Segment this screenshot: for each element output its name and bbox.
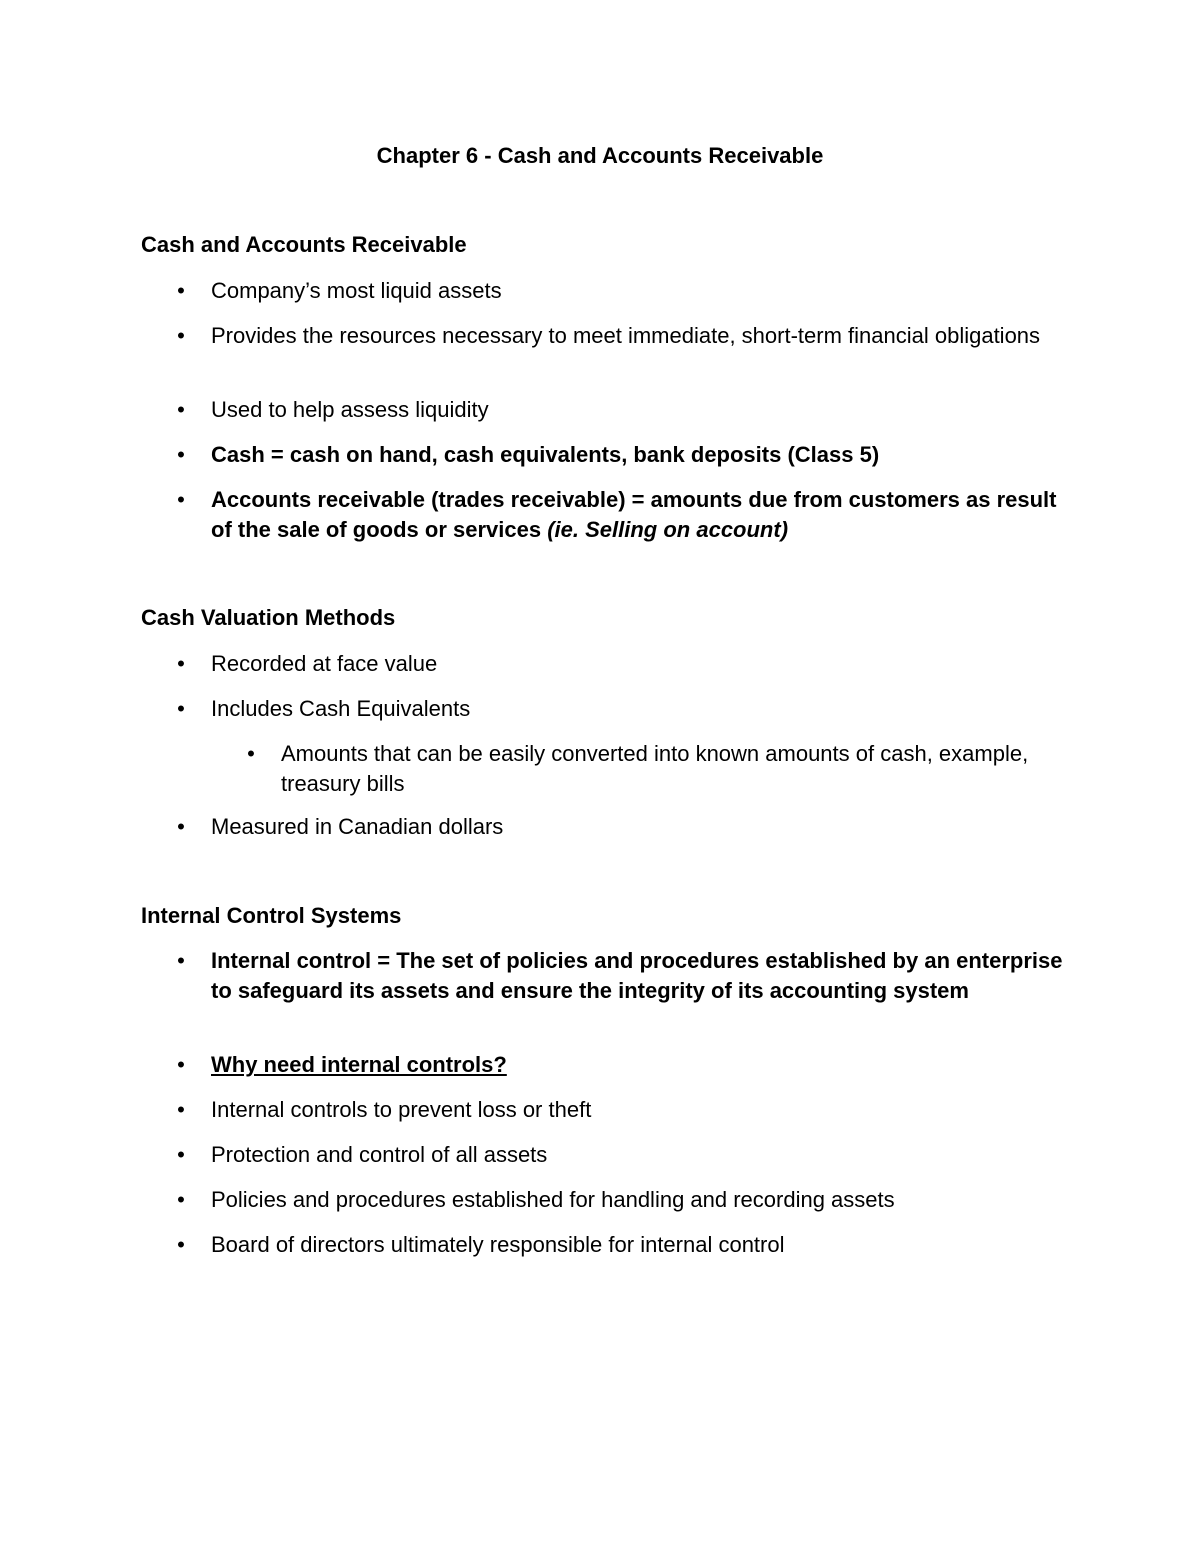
list-item-text: Measured in Canadian dollars: [211, 814, 504, 839]
bullet-icon: •: [177, 278, 185, 303]
sub-list-item: [211, 739, 1081, 799]
bullet-icon: •: [177, 442, 185, 467]
bullet-icon: •: [177, 487, 185, 512]
section-heading-internal-control-systems: Internal Control Systems: [141, 903, 402, 928]
bullet-icon: •: [177, 323, 185, 348]
bullet-icon: •: [177, 1097, 185, 1122]
list-item-text: Amounts that can be easily converted into known amounts of cash, example, treasury bills: [281, 741, 1029, 796]
accounts-receivable-definition-text: [211, 485, 1081, 545]
why-need-controls-label: Why need internal controls?: [211, 1052, 507, 1077]
cash-definition-text: Cash = cash on hand, cash equivalents, bank deposits (Class 5): [211, 442, 880, 467]
why-need-controls-text: [211, 1050, 1081, 1080]
section-heading-cash-valuation-methods: Cash Valuation Methods: [141, 605, 396, 630]
bullet-icon: •: [177, 1232, 185, 1257]
list-item-text: Board of directors ultimately responsible for internal control: [211, 1232, 785, 1257]
bullet-icon: •: [177, 696, 185, 721]
list-item-text: Protection and control of all assets: [211, 1142, 548, 1167]
list-item-text: Includes Cash Equivalents: [211, 696, 471, 721]
list-item: [141, 694, 1081, 724]
accounts-receivable-definition-main: Accounts receivable (trades receivable) = amounts due from customers as result of the sale of goods or services: [211, 487, 1057, 542]
list-item: [141, 1050, 1081, 1080]
list-item-text: Policies and procedures established for handling and recording assets: [211, 1187, 895, 1212]
list-item-text: Company’s most liquid assets: [211, 278, 502, 303]
bullet-icon: •: [177, 948, 185, 973]
list-item: [141, 812, 1081, 842]
list-item-text: Internal controls to prevent loss or theft: [211, 1097, 592, 1122]
list-item: [141, 946, 1081, 1006]
bullet-icon: •: [177, 1052, 185, 1077]
bullet-icon: •: [177, 651, 185, 676]
list-item: [141, 1140, 1081, 1170]
list-item: [141, 485, 1081, 545]
list-item-text: Provides the resources necessary to meet immediate, short-term financial obligations: [211, 323, 1041, 348]
bullet-icon: •: [177, 397, 185, 422]
bullet-icon: •: [247, 741, 255, 766]
list-item-text: Used to help assess liquidity: [211, 397, 489, 422]
list-item: [141, 276, 1081, 306]
section-heading-cash-and-accounts-receivable: Cash and Accounts Receivable: [141, 232, 467, 257]
list-item: [141, 395, 1081, 425]
list-item: [141, 440, 1081, 470]
list-item: [141, 1230, 1081, 1260]
bullet-icon: •: [177, 814, 185, 839]
list-item: [141, 649, 1081, 679]
internal-control-definition-text: Internal control = The set of policies and procedures established by an enterprise to safeguard its assets and ensure the integrity of its accounting system: [211, 948, 1063, 1003]
page-title: Chapter 6 - Cash and Accounts Receivable: [376, 143, 824, 168]
accounts-receivable-definition-note: (ie. Selling on account): [547, 517, 789, 542]
list-item: [141, 1095, 1081, 1125]
list-item: [141, 1185, 1081, 1215]
list-item: [141, 321, 1081, 351]
bullet-icon: •: [177, 1142, 185, 1167]
list-item-text: Recorded at face value: [211, 651, 438, 676]
bullet-icon: •: [177, 1187, 185, 1212]
